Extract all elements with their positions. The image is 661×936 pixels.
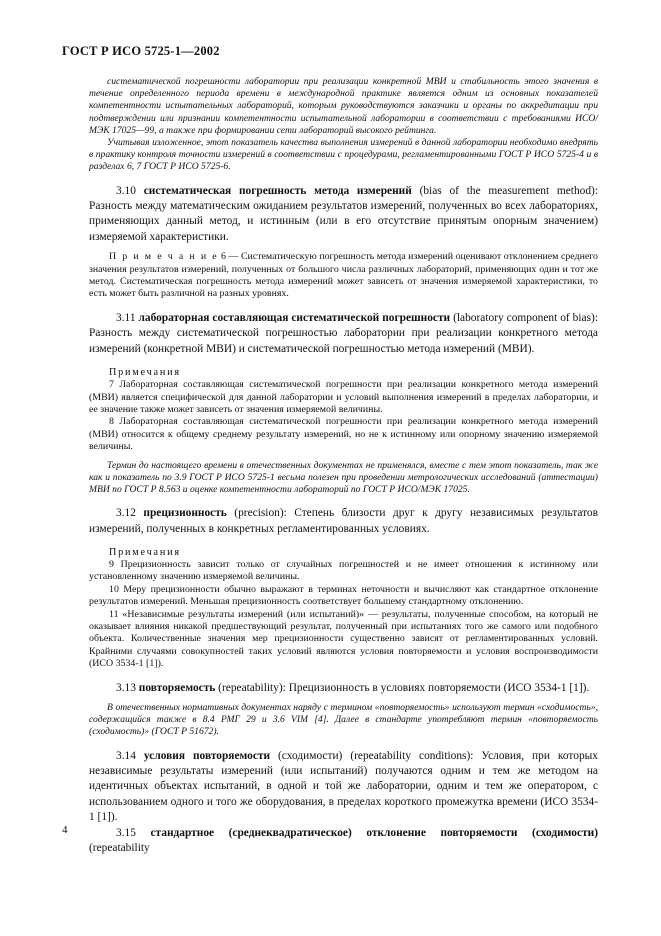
note-6 [89, 251, 598, 301]
definition-3-10 [89, 184, 598, 246]
section-number: 3.15 [116, 826, 136, 839]
note-9: 9 Прецизионность зависит только от случайных погрешностей и не имеет отношения к истинному или установленному значению измеряемой величины. [89, 558, 598, 583]
italic-national-note: В отечественных нормативных документах наряду с термином «повторяемость» используют термин «сходимость», содержащийся также в 8.4 РМГ 29 и 3.6 VIM [4]. Далее в стандарте употребляют термин «повторяемость (сходимость)» (ГОСТ Р 51672). [89, 702, 598, 738]
definition-text: (сходимости) (repeatability conditions): Условия, при которых независимые результаты измерений (или испытаний) получаются одним и тем же методом на идентичных объектах испытаний, в одной и той же лаборатории, одним и тем же оператором, с использованием одного и того же оборудования, в пределах короткого промежутка времени (ИСО 3534-1 [1]). [89, 749, 598, 824]
note-7: 7 Лабораторная составляющая систематической погрешности при реализации конкретного метода измерений (МВИ) является специфической для данной лаборатории и условий выполнения измерений в пределах лаборатории, и ее значение также может зависеть от значения измеряемой величины. [89, 379, 598, 415]
definition-text: (bias of the measurement method): Разность между математическим ожиданием результатов измерений, полученных во всех лабораториях, применяющих данный метод, и истинным (или в его отсутствие принятым опорным значением) измеряемой характеристики. [89, 184, 598, 243]
page-number: 4 [62, 824, 68, 836]
intro-italic-paragraph: систематической погрешности лаборатории при реализации конкретной МВИ и стабильность этого значения в течение определенного периода времени в международной практике является одним из основных показателей компетентности испытательных лабораторий, которым руководствуются заказчики и органы по аккредитации при подтверждении или признании компетентности испытательной лаборатории в соответствии с требованиями ИСО/МЭК 17025—99, а также при формировании сети лабораторий высокого рейтинга. [89, 76, 598, 136]
definition-3-14 [89, 749, 598, 826]
term: прецизионность [143, 507, 227, 520]
definition-3-15 [89, 826, 598, 857]
term: лабораторная составляющая систематической погрешности [138, 311, 451, 324]
note-label: П р и м е ч а н и е [109, 251, 219, 263]
definition-3-11 [89, 311, 598, 357]
definition-text: (precision): Степень близости друг к другу независимых результатов измерений, полученных в конкретных регламентированных условиях. [89, 507, 598, 535]
intro-italic-paragraph: Учитывая изложенное, этот показатель качества выполнения измерений в данной лаборатории необходимо внедрять в практику контроля точности измерений в соответствии с процедурами, регламентированными ГОСТ Р ИСО 5725-4 и в разделах 6, 7 ГОСТ Р ИСО 5725-6. [89, 137, 598, 173]
definition-text: (repeatability): Прецизионность в условиях повторяемости (ИСО 3534-1 [1]). [218, 681, 590, 694]
section-number: 3.10 [116, 184, 136, 197]
note-text: 6 — Систематическую погрешность метода измерений оценивают отклонением среднего значения результатов измерений, полученных от большого числа различных лабораторий, применяющих один и тот же метод. Систематическая погрешность метода измерений может зависеть от значения измеряемой характеристики, то есть может быть различной на разных уровнях. [89, 251, 598, 300]
term: условия повторяемости [143, 749, 271, 762]
section-number: 3.13 [116, 681, 136, 694]
italic-national-note: Термин до настоящего времени в отечественных документах не применялся, вместе с тем этот показатель, так же как и показатель по 3.9 ГОСТ Р ИСО 5725-1 весьма полезен при проведении метрологических исследований (аттестации) МВИ по ГОСТ Р 8.563 и оценке компетентности лабораторий по ГОСТ Р ИСО/МЭК 17025. [89, 459, 598, 495]
term: стандартное (среднеквадратическое) отклонение повторяемости (сходимости) [150, 826, 598, 839]
notes-heading: Примечания [109, 367, 181, 379]
note-8: 8 Лабораторная составляющая систематической погрешности при реализации конкретного метода измерений (МВИ) относится к общему среднему результату измерений, но не к истинному или опорному значению измеряемой величины. [89, 416, 598, 453]
notes-heading: Примечания [109, 546, 181, 558]
term: систематическая погрешность метода измерений [143, 184, 412, 197]
definition-text: (laboratory component of bias): Разность между систематической погрешностью лаборатории при реализации конкретного метода измерений (конкретной МВИ) и систематической погрешностью метода измерений (МВИ). [89, 311, 598, 355]
definition-text: (repeatability [89, 842, 150, 855]
definition-3-13 [89, 681, 598, 696]
definition-3-12 [89, 506, 598, 537]
term: повторяемость [138, 681, 216, 694]
note-11: 11 «Независимые результаты измерений (или испытаний)» — результаты, полученные способом, на который не оказывает влияния никакой предшествующий результат, полученный при испытаниях того же самого или подобного объекта. Количественные значения мер прецизионности существенно зависят от регламентированных условий. Крайними случаями совокупностей таких условий являются условия повторяемости и условия воспроизводимости (ИСО 3534-1 [1]). [89, 608, 598, 670]
page-header: ГОСТ Р ИСО 5725-1—2002 [62, 44, 220, 58]
section-number: 3.14 [116, 749, 136, 762]
note-10: 10 Меру прецизионности обычно выражают в терминах неточности и вычисляют как стандартное отклонение результатов измерений. Меньшая прецизионность соответствует большему стандартному отклонению. [89, 583, 598, 608]
section-number: 3.12 [116, 507, 136, 520]
page-content [89, 76, 598, 856]
section-number: 3.11 [116, 311, 136, 324]
